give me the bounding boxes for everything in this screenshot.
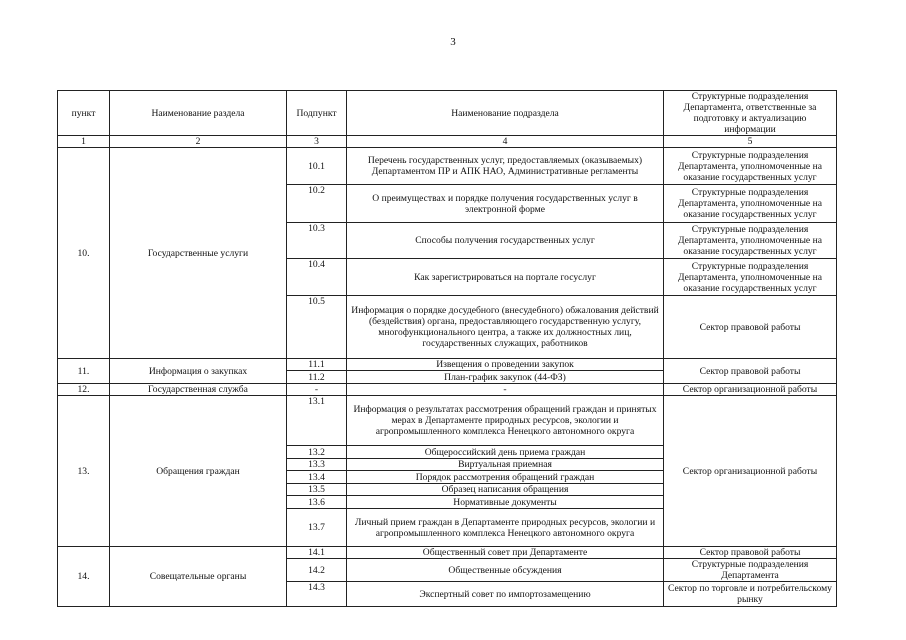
subsection-title: Виртуальная приемная xyxy=(347,459,664,471)
responsible-unit: Структурные подразделения Департамента, уполномоченные на оказание государственных услуг xyxy=(664,185,837,223)
responsible-unit: Сектор организационной работы xyxy=(664,384,837,396)
subsection-number: 13.1 xyxy=(287,396,347,446)
subsection-title: План-график закупок (44-ФЗ) xyxy=(347,371,664,384)
responsible-unit: Структурные подразделения Департамента, уполномоченные на оказание государственных услуг xyxy=(664,259,837,296)
column-number: 5 xyxy=(664,136,837,148)
column-number: 4 xyxy=(347,136,664,148)
section-name: Информация о закупках xyxy=(110,359,287,384)
column-number: 1 xyxy=(58,136,110,148)
subsection-title: Извещения о проведении закупок xyxy=(347,359,664,371)
section-number: 11. xyxy=(58,359,110,384)
responsible-unit: Сектор правовой работы xyxy=(664,359,837,384)
table-row xyxy=(58,396,837,446)
subsection-title: Перечень государственных услуг, предоставляемых (оказываемых) Департаментом ПР и АПК НАО, Административные регламенты xyxy=(347,148,664,185)
subsection-number: 10.4 xyxy=(287,259,347,296)
responsible-unit: Сектор по торговле и потребительскому рынку xyxy=(664,582,837,607)
responsible-unit: Сектор правовой работы xyxy=(664,547,837,559)
column-numbers-row xyxy=(58,136,837,148)
section-name: Обращения граждан xyxy=(110,396,287,547)
subsection-title: Личный прием граждан в Департаменте природных ресурсов, экологии и агропромышленного комплекса Ненецкого автономного округа xyxy=(347,509,664,547)
header-subpunkt: Подпункт xyxy=(287,91,347,136)
header-responsible: Структурные подразделения Департамента, ответственные за подготовку и актуализацию информации xyxy=(664,91,837,136)
subsection-number: 13.5 xyxy=(287,484,347,496)
subsection-number: 10.2 xyxy=(287,185,347,223)
table-row xyxy=(58,359,837,371)
responsible-unit: Сектор правовой работы xyxy=(664,296,837,359)
section-name: Государственные услуги xyxy=(110,148,287,359)
subsection-number: 14.3 xyxy=(287,582,347,607)
responsible-unit: Структурные подразделения Департамента, уполномоченные на оказание государственных услуг xyxy=(664,148,837,185)
subsection-title: Общественные обсуждения xyxy=(347,559,664,582)
table-row xyxy=(58,384,837,396)
subsection-number: 13.4 xyxy=(287,471,347,484)
subsection-title: Общественный совет при Департаменте xyxy=(347,547,664,559)
header-subsection-name: Наименование подраздела xyxy=(347,91,664,136)
header-punkt: пункт xyxy=(58,91,110,136)
responsible-unit: Сектор организационной работы xyxy=(664,396,837,547)
column-number: 3 xyxy=(287,136,347,148)
subsection-number: 13.3 xyxy=(287,459,347,471)
sections-table xyxy=(57,90,837,607)
section-name: Совещательные органы xyxy=(110,547,287,607)
table-header-row xyxy=(58,91,837,136)
table-row xyxy=(58,148,837,185)
subsection-title: Информация о порядке досудебного (внесудебного) обжалования действий (бездействия) органа, предоставляющего государственную услугу, многофункционального центра, а также их должностных лиц, государственных служащих, работников xyxy=(347,296,664,359)
subsection-title: Общероссийский день приема граждан xyxy=(347,446,664,459)
subsection-title: Как зарегистрироваться на портале госуслуг xyxy=(347,259,664,296)
subsection-title: Экспертный совет по импортозамещению xyxy=(347,582,664,607)
subsection-title: Порядок рассмотрения обращений граждан xyxy=(347,471,664,484)
table-row xyxy=(58,547,837,559)
subsection-number: - xyxy=(287,384,347,396)
subsection-title: Нормативные документы xyxy=(347,496,664,509)
subsection-number: 11.1 xyxy=(287,359,347,371)
header-section-name: Наименование раздела xyxy=(110,91,287,136)
responsible-unit: Структурные подразделения Департамента xyxy=(664,559,837,582)
responsible-unit: Структурные подразделения Департамента, уполномоченные на оказание государственных услуг xyxy=(664,223,837,259)
subsection-title: Способы получения государственных услуг xyxy=(347,223,664,259)
subsection-number: 13.7 xyxy=(287,509,347,547)
subsection-number: 10.1 xyxy=(287,148,347,185)
section-name: Государственная служба xyxy=(110,384,287,396)
subsection-title: Информация о результатах рассмотрения обращений граждан и принятых мерах в Департаменте природных ресурсов, экологии и агропромышленного комплекса Ненецкого автономного округа xyxy=(347,396,664,446)
subsection-number: 10.3 xyxy=(287,223,347,259)
subsection-number: 13.2 xyxy=(287,446,347,459)
section-number: 12. xyxy=(58,384,110,396)
section-number: 13. xyxy=(58,396,110,547)
section-number: 14. xyxy=(58,547,110,607)
subsection-number: 13.6 xyxy=(287,496,347,509)
subsection-title: Образец написания обращения xyxy=(347,484,664,496)
subsection-title: О преимуществах и порядке получения государственных услуг в электронной форме xyxy=(347,185,664,223)
page-number: 3 xyxy=(450,36,456,48)
subsection-number: 14.2 xyxy=(287,559,347,582)
subsection-number: 11.2 xyxy=(287,371,347,384)
subsection-number: 10.5 xyxy=(287,296,347,359)
subsection-title: - xyxy=(347,384,664,396)
section-number: 10. xyxy=(58,148,110,359)
column-number: 2 xyxy=(110,136,287,148)
subsection-number: 14.1 xyxy=(287,547,347,559)
